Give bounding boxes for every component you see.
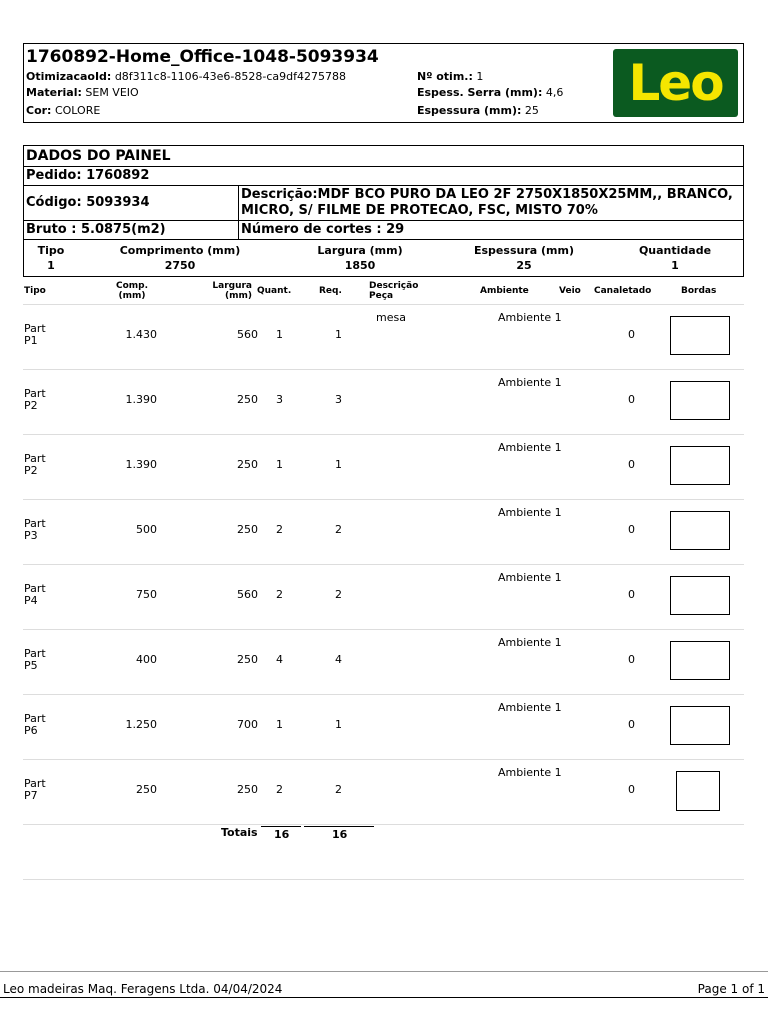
cor-label: Cor: <box>26 104 52 117</box>
cortes: Número de cortes : 29 <box>241 222 405 237</box>
cor-line <box>26 104 100 117</box>
col-quant: Quant. <box>257 286 292 296</box>
cell-quant: 1 <box>276 328 283 341</box>
bordas-box <box>670 706 730 745</box>
otimizacao-line <box>26 70 346 83</box>
material-label: Material: <box>26 86 82 99</box>
cell-largura: 250 <box>237 783 258 796</box>
espessura-value: 25 <box>524 104 539 117</box>
cell-req: 1 <box>335 328 342 341</box>
bordas-box <box>670 576 730 615</box>
cell-tipo-line2: P3 <box>24 529 38 542</box>
cell-req: 1 <box>335 458 342 471</box>
cell-quant: 2 <box>276 523 283 536</box>
cell-descricao: mesa <box>376 311 406 324</box>
panel-header-comprimento: Comprimento (mm) <box>119 244 241 257</box>
cell-largura: 250 <box>237 458 258 471</box>
bordas-box <box>676 771 720 811</box>
notim-line <box>417 70 483 83</box>
cell-tipo-line1: Part <box>24 322 46 335</box>
cell-largura: 560 <box>237 328 258 341</box>
col-comp-line2: (mm) <box>118 291 146 301</box>
document-title: 1760892-Home_Office-1048-5093934 <box>26 47 379 67</box>
totals-underline-req <box>304 826 374 827</box>
cell-ambiente: Ambiente 1 <box>498 441 562 454</box>
cell-comp: 400 <box>136 653 157 666</box>
notim-label: Nº otim.: <box>417 70 473 83</box>
panel-header-tipo: Tipo <box>37 244 65 257</box>
descricao-line1: Descrição:MDF BCO PURO DA LEO 2F 2750X1850X25MM,, BRANCO, <box>241 187 733 202</box>
row-separator <box>23 304 744 305</box>
cell-largura: 250 <box>237 653 258 666</box>
row-separator <box>23 369 744 370</box>
panel-divider <box>23 239 744 240</box>
col-veio: Veio <box>559 286 581 296</box>
cell-tipo-line2: P7 <box>24 789 38 802</box>
bordas-box <box>670 381 730 420</box>
cell-quant: 2 <box>276 588 283 601</box>
cell-ambiente: Ambiente 1 <box>498 376 562 389</box>
cell-canaletado: 0 <box>628 783 635 796</box>
cell-tipo-line1: Part <box>24 712 46 725</box>
footer-company: Leo madeiras Maq. Feragens Ltda. 04/04/2024 <box>3 982 283 996</box>
panel-divider <box>23 185 744 186</box>
col-canaletado: Canaletado <box>594 286 652 296</box>
bordas-box <box>670 316 730 355</box>
cell-largura: 700 <box>237 718 258 731</box>
panel-value-largura: 1850 <box>344 259 376 272</box>
col-largura-line2: (mm) <box>225 291 252 301</box>
col-descricao-line2: Peça <box>369 291 394 301</box>
panel-title: DADOS DO PAINEL <box>26 148 171 164</box>
col-req: Req. <box>319 286 342 296</box>
bordas-box <box>670 511 730 550</box>
panel-value-tipo: 1 <box>47 259 55 272</box>
col-comp-line1: Comp. <box>115 281 149 291</box>
row-separator <box>23 564 744 565</box>
totals-req: 16 <box>332 828 348 841</box>
bordas-box <box>670 641 730 680</box>
cell-tipo-line2: P4 <box>24 594 38 607</box>
totals-underline-quant <box>261 826 301 827</box>
cell-comp: 1.430 <box>125 328 157 341</box>
cell-quant: 1 <box>276 718 283 731</box>
logo-text: Leo <box>628 54 723 112</box>
row-separator <box>23 434 744 435</box>
panel-header-quantidade: Quantidade <box>638 244 712 257</box>
notim-value: 1 <box>476 70 484 83</box>
cell-req: 2 <box>335 588 342 601</box>
cell-comp: 500 <box>136 523 157 536</box>
cell-largura: 250 <box>237 393 258 406</box>
cell-tipo-line1: Part <box>24 452 46 465</box>
cell-ambiente: Ambiente 1 <box>498 311 562 324</box>
cell-largura: 560 <box>237 588 258 601</box>
footer-page: Page 1 of 1 <box>697 982 765 996</box>
serra-line <box>417 86 563 99</box>
cell-tipo-line1: Part <box>24 517 46 530</box>
cell-tipo-line1: Part <box>24 387 46 400</box>
cell-tipo-line2: P2 <box>24 399 38 412</box>
cell-quant: 1 <box>276 458 283 471</box>
serra-label: Espess. Serra (mm): <box>417 86 543 99</box>
espessura-line <box>417 104 539 117</box>
cell-ambiente: Ambiente 1 <box>498 766 562 779</box>
otimizacao-label: OtimizacaoId: <box>26 70 112 83</box>
descricao-line2: MICRO, S/ FILME DE PROTECAO, FSC, MISTO 70% <box>241 203 598 218</box>
panel-vdivider <box>238 185 239 239</box>
col-largura-line1: Largura <box>212 281 252 291</box>
material-value: SEM VEIO <box>85 86 139 99</box>
totals-quant: 16 <box>274 828 290 841</box>
pedido: Pedido: 1760892 <box>26 168 150 183</box>
cell-canaletado: 0 <box>628 458 635 471</box>
cell-ambiente: Ambiente 1 <box>498 571 562 584</box>
panel-value-comprimento: 2750 <box>164 259 196 272</box>
cell-comp: 1.390 <box>125 458 157 471</box>
cell-comp: 1.250 <box>125 718 157 731</box>
cell-tipo-line2: P2 <box>24 464 38 477</box>
cell-tipo-line1: Part <box>24 777 46 790</box>
cell-comp: 1.390 <box>125 393 157 406</box>
cell-tipo-line2: P6 <box>24 724 38 737</box>
cell-largura: 250 <box>237 523 258 536</box>
row-separator <box>23 879 744 880</box>
otimizacao-value: d8f311c8-1106-43e6-8528-ca9df4275788 <box>114 70 346 83</box>
cell-ambiente: Ambiente 1 <box>498 506 562 519</box>
footer-bottom-line <box>0 997 768 998</box>
totals-label: Totais <box>221 826 258 839</box>
cell-tipo-line2: P1 <box>24 334 38 347</box>
cell-req: 1 <box>335 718 342 731</box>
row-separator <box>23 629 744 630</box>
cell-quant: 2 <box>276 783 283 796</box>
panel-value-espessura: 25 <box>516 259 532 272</box>
footer-top-line <box>0 971 768 972</box>
col-tipo: Tipo <box>24 286 46 296</box>
panel-divider <box>23 220 744 221</box>
cell-req: 2 <box>335 783 342 796</box>
cell-canaletado: 0 <box>628 588 635 601</box>
cell-canaletado: 0 <box>628 718 635 731</box>
cell-tipo-line1: Part <box>24 582 46 595</box>
panel-header-largura: Largura (mm) <box>317 244 403 257</box>
row-separator <box>23 694 744 695</box>
col-bordas: Bordas <box>681 286 717 296</box>
cell-ambiente: Ambiente 1 <box>498 701 562 714</box>
cell-canaletado: 0 <box>628 653 635 666</box>
cor-value: COLORE <box>54 104 101 117</box>
col-descricao-line1: Descrição <box>369 281 419 291</box>
bordas-box <box>670 446 730 485</box>
cell-canaletado: 0 <box>628 523 635 536</box>
cell-comp: 250 <box>136 783 157 796</box>
row-separator <box>23 499 744 500</box>
cell-req: 2 <box>335 523 342 536</box>
cell-ambiente: Ambiente 1 <box>498 636 562 649</box>
codigo: Código: 5093934 <box>26 195 150 210</box>
material-line <box>26 86 139 99</box>
row-separator <box>23 759 744 760</box>
cell-canaletado: 0 <box>628 328 635 341</box>
cell-comp: 750 <box>136 588 157 601</box>
row-separator <box>23 824 744 825</box>
cell-tipo-line1: Part <box>24 647 46 660</box>
panel-divider <box>23 166 744 167</box>
serra-value: 4,6 <box>545 86 564 99</box>
cell-quant: 4 <box>276 653 283 666</box>
col-ambiente: Ambiente <box>480 286 529 296</box>
cell-canaletado: 0 <box>628 393 635 406</box>
cell-req: 3 <box>335 393 342 406</box>
espessura-label: Espessura (mm): <box>417 104 522 117</box>
cell-tipo-line2: P5 <box>24 659 38 672</box>
cell-req: 4 <box>335 653 342 666</box>
cell-quant: 3 <box>276 393 283 406</box>
panel-value-quantidade: 1 <box>671 259 679 272</box>
panel-header-espessura: Espessura (mm) <box>474 244 574 257</box>
bruto: Bruto : 5.0875(m2) <box>26 222 166 237</box>
leo-logo <box>613 49 738 117</box>
